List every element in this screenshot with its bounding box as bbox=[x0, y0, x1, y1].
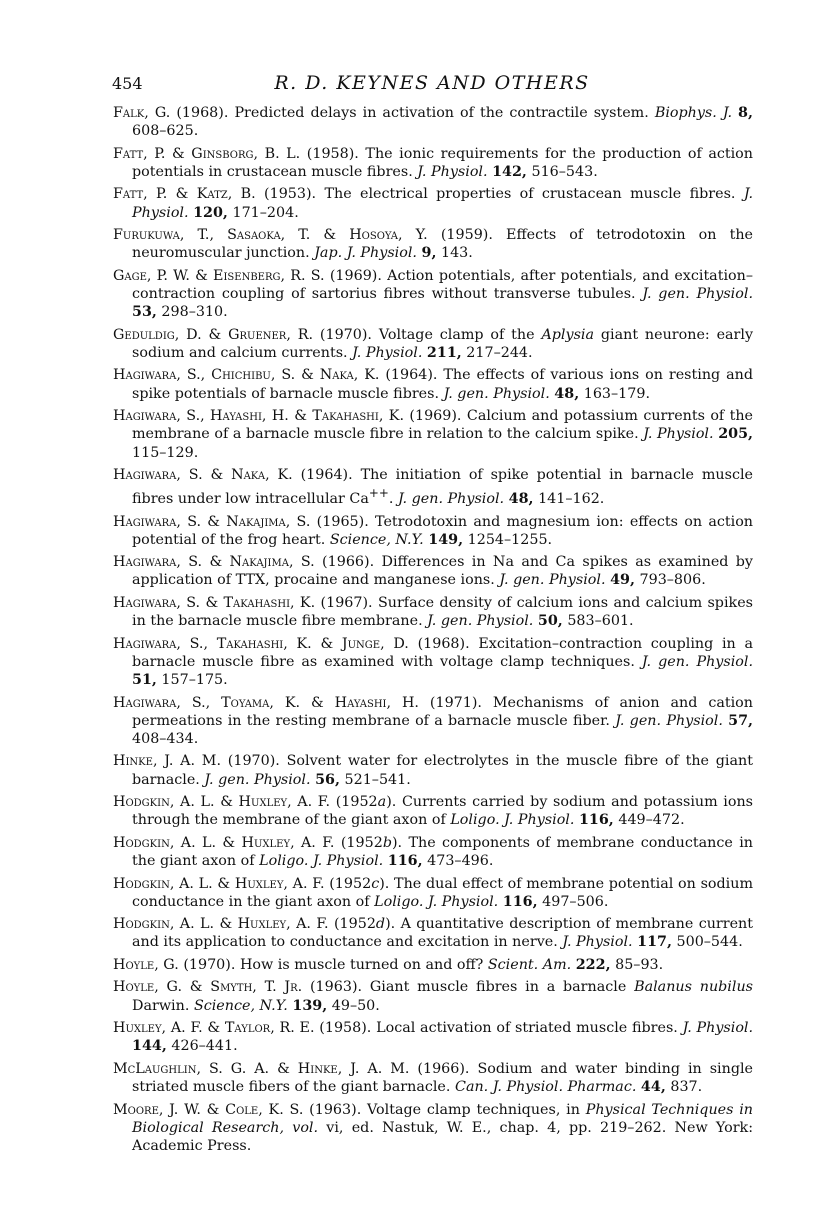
reference-entry bbox=[113, 466, 753, 508]
ref-year: (1958). bbox=[319, 1020, 372, 1037]
ref-journal: J. Physiol. bbox=[417, 163, 488, 180]
ref-title-italic: Loligo. bbox=[259, 853, 309, 870]
ref-year: (1969). bbox=[329, 267, 382, 284]
reference-entry bbox=[113, 145, 753, 181]
ref-pages: 793–806. bbox=[639, 572, 706, 589]
ref-title: Surface density of calcium ions and calcium spikes in the barnacle muscle fibre membrane. bbox=[132, 594, 753, 630]
ref-year: (1966). bbox=[417, 1060, 470, 1077]
ref-pages: 426–441. bbox=[171, 1038, 238, 1055]
ref-title: Mechanisms of anion and cation permeations in the resting membrane of a barnacle muscle fiber. bbox=[132, 694, 753, 729]
ref-authors: Gage, P. W. & Eisenberg, R. S. bbox=[113, 267, 325, 284]
ref-superscript: ++ bbox=[368, 486, 389, 501]
ref-title: Solvent water for electrolytes in the muscle fibre of the giant barnacle. bbox=[132, 753, 753, 788]
ref-title-tail: giant neurone: early sodium and calcium currents. bbox=[132, 326, 754, 361]
ref-pages: 171–204. bbox=[232, 204, 299, 221]
ref-year: (1966). bbox=[322, 554, 375, 571]
ref-title-italic: Balanus nubilus bbox=[634, 979, 753, 996]
reference-entry bbox=[113, 407, 753, 462]
running-head: R. D. KEYNES AND OTHERS bbox=[274, 72, 590, 94]
ref-title: Action potentials, after potentials, and excitation–contraction coupling of sartorius fibres without transverse tubules. bbox=[132, 267, 753, 303]
ref-year: (1963). bbox=[309, 979, 363, 996]
ref-book-tail: ed. Nastuk, W. E., chap. 4, pp. 219–262. New York: Academic Press. bbox=[132, 1119, 754, 1154]
reference-entry bbox=[113, 326, 753, 362]
page-number: 454 bbox=[112, 74, 143, 93]
ref-volume: 139, bbox=[292, 997, 328, 1014]
ref-volume: 120, bbox=[193, 204, 228, 221]
ref-journal: J. Physiol. bbox=[352, 344, 423, 361]
ref-pages: 521–541. bbox=[344, 771, 411, 788]
ref-journal: J. gen. Physiol. bbox=[204, 771, 311, 788]
page-header bbox=[112, 72, 752, 102]
ref-pages: 497–506. bbox=[542, 893, 609, 910]
ref-volume: 44, bbox=[640, 1079, 666, 1096]
ref-pages: 583–601. bbox=[567, 613, 634, 630]
ref-authors: Hagiwara, S., Takahashi, K. & Junge, D. bbox=[113, 635, 409, 652]
ref-pages: 163–179. bbox=[583, 385, 650, 402]
ref-authors: Fatt, P. & Ginsborg, B. L. bbox=[113, 145, 301, 162]
ref-pages: 115–129. bbox=[132, 444, 199, 461]
ref-title: Voltage clamp of the bbox=[378, 326, 535, 343]
ref-year: (1970). bbox=[183, 956, 236, 973]
ref-journal: J. gen. Physiol. bbox=[427, 613, 534, 630]
ref-pages: 298–310. bbox=[161, 304, 228, 321]
ref-year: (1968). bbox=[417, 635, 470, 652]
ref-journal: J. gen. Physiol. bbox=[443, 385, 550, 402]
ref-authors: Geduldig, D. & Gruener, R. bbox=[113, 326, 314, 343]
ref-volume: 49, bbox=[610, 572, 635, 589]
ref-year-letter: b bbox=[382, 834, 392, 851]
ref-volume: 9, bbox=[421, 245, 437, 262]
ref-authors: Hodgkin, A. L. & Huxley, A. F. bbox=[113, 916, 329, 933]
ref-year: (1952 bbox=[329, 875, 372, 892]
ref-year: (1969). bbox=[409, 408, 462, 425]
ref-year-close: ). bbox=[379, 875, 390, 892]
ref-year: (1959). bbox=[440, 227, 493, 244]
ref-year: (1965). bbox=[316, 513, 369, 530]
ref-volume: 50, bbox=[537, 613, 563, 630]
ref-volume: 8, bbox=[738, 105, 753, 121]
ref-volume: 53, bbox=[132, 304, 157, 321]
ref-title: Sodium and water binding in single striated muscle fibers of the giant barnacle. bbox=[132, 1060, 754, 1096]
ref-authors: Hagiwara, S., Toyama, K. & Hayashi, H. bbox=[113, 694, 419, 711]
ref-volume: 51, bbox=[132, 672, 157, 689]
ref-year-letter: a bbox=[377, 794, 387, 811]
ref-volume: 149, bbox=[428, 531, 464, 548]
ref-year-close: ). bbox=[386, 794, 397, 811]
ref-journal: Jap. J. Physiol. bbox=[314, 245, 417, 262]
ref-authors: Furukuwa, T., Sasaoka, T. & Hosoya, Y. bbox=[113, 227, 428, 244]
ref-volume: 222, bbox=[575, 956, 611, 973]
ref-journal: J. Physiol. bbox=[643, 426, 714, 443]
ref-pages: 449–472. bbox=[618, 812, 685, 829]
ref-pages: 157–175. bbox=[161, 672, 228, 689]
ref-journal: J. gen. Physiol. bbox=[499, 572, 606, 589]
reference-entry bbox=[113, 834, 753, 870]
ref-year: (1964). bbox=[385, 367, 438, 384]
ref-year-letter: d bbox=[375, 916, 386, 933]
reference-entry bbox=[113, 267, 753, 322]
ref-volume: 205, bbox=[718, 426, 754, 443]
ref-authors: Hagiwara, S., Chichibu, S. & Naka, K. bbox=[113, 367, 380, 384]
ref-volume: 48, bbox=[554, 385, 580, 402]
reference-entry bbox=[113, 104, 753, 140]
ref-pages: 1254–1255. bbox=[467, 531, 553, 548]
ref-title: Differences in Na and Ca spikes as examined by application of TTX, procaine and manganese ions. bbox=[132, 554, 754, 589]
ref-authors: Huxley, A. F. & Taylor, R. E. bbox=[113, 1020, 315, 1037]
ref-authors: Hodgkin, A. L. & Huxley, A. F. bbox=[113, 875, 325, 892]
ref-journal: J. Physiol. bbox=[312, 853, 384, 870]
ref-title: Voltage clamp techniques, in bbox=[367, 1101, 580, 1118]
ref-year-close: ). bbox=[391, 834, 403, 851]
ref-volume: 48, bbox=[508, 491, 534, 507]
ref-authors: Hodgkin, A. L. & Huxley, A. F. bbox=[113, 794, 331, 811]
reference-entry bbox=[113, 915, 753, 951]
ref-year: (1952 bbox=[335, 794, 378, 811]
ref-title-tail: Darwin. bbox=[132, 997, 190, 1014]
ref-year: (1967). bbox=[320, 594, 373, 611]
ref-title: The effects of various ions on resting and spike potentials of barnacle muscle fibres. bbox=[132, 367, 753, 402]
ref-year: (1958). bbox=[306, 145, 359, 162]
ref-journal: J. gen. Physiol. bbox=[397, 491, 505, 507]
ref-title: Giant muscle fibres in a barnacle bbox=[369, 979, 627, 996]
ref-title: Calcium and potassium currents of the membrane of a barnacle muscle fibre in relation to the calcium spike. bbox=[132, 408, 754, 443]
reference-entry bbox=[113, 1019, 753, 1055]
ref-title: Local activation of striated muscle fibres. bbox=[376, 1020, 678, 1037]
ref-pages: 49–50. bbox=[331, 997, 380, 1014]
reference-entry bbox=[113, 635, 753, 690]
ref-journal: Science, N.Y. bbox=[193, 997, 288, 1014]
ref-year: (1970). bbox=[227, 753, 280, 770]
ref-year: (1952 bbox=[333, 916, 376, 933]
ref-title: The electrical properties of crustacean muscle fibres. bbox=[324, 186, 736, 203]
ref-authors: Hinke, J. A. M. bbox=[113, 753, 221, 770]
ref-year: (1963). bbox=[309, 1101, 362, 1118]
ref-authors: Hagiwara, S. & Nakajima, S. bbox=[113, 554, 315, 571]
ref-pages: 217–244. bbox=[466, 344, 533, 361]
ref-title-italic: Loligo. bbox=[374, 893, 424, 910]
ref-journal: J. gen. Physiol. bbox=[615, 712, 723, 729]
ref-authors: Fatt, P. & Katz, B. bbox=[113, 186, 256, 203]
ref-year: (1952 bbox=[340, 834, 383, 851]
reference-entry bbox=[113, 513, 753, 549]
ref-volume: 56, bbox=[315, 771, 340, 788]
ref-journal: Scient. Am. bbox=[487, 956, 572, 973]
ref-title: Effects of tetrodotoxin on the neuromuscular junction. bbox=[132, 227, 753, 262]
ref-journal: Can. J. Physiol. Pharmac. bbox=[455, 1079, 637, 1096]
ref-title: Predicted delays in activation of the contractile system. bbox=[234, 105, 649, 121]
ref-title: The dual effect of membrane potential on sodium conductance in the giant axon of bbox=[132, 875, 754, 910]
ref-journal: J. Physiol. bbox=[682, 1020, 754, 1037]
ref-pages: 516–543. bbox=[531, 163, 598, 180]
ref-pages: 408–434. bbox=[132, 730, 199, 747]
ref-authors: Hagiwara, S. & Nakajima, S. bbox=[113, 513, 311, 530]
ref-year: (1964). bbox=[300, 467, 353, 484]
reference-entry bbox=[113, 956, 753, 974]
reference-entry bbox=[113, 978, 753, 1014]
reference-entry bbox=[113, 553, 753, 589]
ref-title-italic: Loligo. bbox=[450, 812, 500, 829]
ref-authors: Falk, G. bbox=[113, 105, 171, 121]
ref-year-close: ). bbox=[385, 916, 396, 933]
ref-authors: McLaughlin, S. G. A. & Hinke, J. A. M. bbox=[113, 1060, 410, 1077]
ref-title: A quantitative description of membrane current and its application to conductance and excitation in nerve. bbox=[132, 916, 753, 951]
ref-volume: 142, bbox=[492, 163, 527, 180]
reference-entry bbox=[113, 185, 753, 221]
ref-journal: J. Physiol. bbox=[504, 812, 575, 829]
reference-entry bbox=[113, 875, 753, 911]
ref-volume: 117, bbox=[637, 934, 672, 951]
ref-title: How is muscle turned on and off? bbox=[239, 956, 484, 973]
ref-journal: J. Physiol. bbox=[132, 186, 754, 221]
ref-title: The ionic requirements for the production of action potentials in crustacean muscle fibres. bbox=[132, 145, 753, 180]
reference-entry bbox=[113, 793, 753, 829]
ref-year: (1968). bbox=[176, 105, 229, 121]
ref-authors: Hodgkin, A. L. & Huxley, A. F. bbox=[113, 834, 335, 851]
ref-book-title: Physical Techniques in Biological Research, vol. bbox=[132, 1101, 754, 1136]
ref-volume: 116, bbox=[387, 853, 423, 870]
ref-title: Tetrodotoxin and magnesium ion: effects on action potential of the frog heart. bbox=[132, 513, 754, 548]
ref-title-italic: Aplysia bbox=[541, 326, 595, 343]
ref-title-tail: . bbox=[388, 491, 394, 507]
ref-year: (1953). bbox=[264, 186, 317, 203]
reference-entry bbox=[113, 694, 753, 749]
ref-title: The initiation of spike potential in barnacle muscle fibres under low intracellular Ca bbox=[132, 467, 754, 507]
ref-volume: 211, bbox=[426, 344, 462, 361]
ref-journal: J. gen. Physiol. bbox=[642, 286, 753, 303]
ref-volume: 57, bbox=[728, 712, 754, 729]
ref-title: The components of membrane conductance in the giant axon of bbox=[132, 834, 753, 870]
ref-year-letter: c bbox=[371, 875, 380, 892]
ref-volume: 116, bbox=[578, 812, 614, 829]
ref-journal: J. Physiol. bbox=[562, 934, 633, 951]
reference-entry bbox=[113, 226, 753, 262]
ref-pages: 141–162. bbox=[538, 491, 605, 507]
reference-entry bbox=[113, 1060, 753, 1096]
ref-authors: Hagiwara, S., Hayashi, H. & Takahashi, K. bbox=[113, 408, 404, 425]
ref-pages: 473–496. bbox=[427, 853, 494, 870]
ref-title: Currents carried by sodium and potassium ions through the membrane of the giant axon of bbox=[132, 794, 754, 829]
reference-entry bbox=[113, 752, 753, 788]
ref-pages: 143. bbox=[440, 245, 473, 262]
ref-journal: Biophys. J. bbox=[654, 105, 733, 121]
ref-volume: 116, bbox=[502, 893, 538, 910]
ref-authors: Hoyle, G. & Smyth, T. Jr. bbox=[113, 979, 303, 996]
ref-pages: 608–625. bbox=[132, 123, 199, 140]
reference-entry bbox=[113, 594, 753, 630]
ref-year: (1970). bbox=[319, 326, 372, 343]
ref-authors: Hoyle, G. bbox=[113, 956, 179, 973]
ref-title: Excitation–contraction coupling in a barnacle muscle fibre as examined with voltage clamp techniques. bbox=[132, 635, 753, 670]
ref-journal: J. gen. Physiol. bbox=[641, 653, 753, 670]
reference-list bbox=[113, 104, 753, 1159]
ref-pages: 837. bbox=[670, 1079, 703, 1096]
ref-journal: J. Physiol. bbox=[427, 893, 499, 910]
ref-pages: 500–544. bbox=[676, 934, 743, 951]
ref-authors: Moore, J. W. & Cole, K. S. bbox=[113, 1101, 304, 1118]
ref-journal: Science, N.Y. bbox=[329, 531, 424, 548]
ref-authors: Hagiwara, S. & Naka, K. bbox=[113, 467, 293, 484]
ref-book-volume: vi, bbox=[326, 1119, 344, 1136]
ref-pages: 85–93. bbox=[615, 956, 664, 973]
ref-volume: 144, bbox=[132, 1038, 167, 1055]
reference-entry bbox=[113, 366, 753, 402]
reference-entry bbox=[113, 1101, 753, 1156]
ref-year: (1971). bbox=[429, 694, 482, 711]
ref-authors: Hagiwara, S. & Takahashi, K. bbox=[113, 594, 316, 611]
